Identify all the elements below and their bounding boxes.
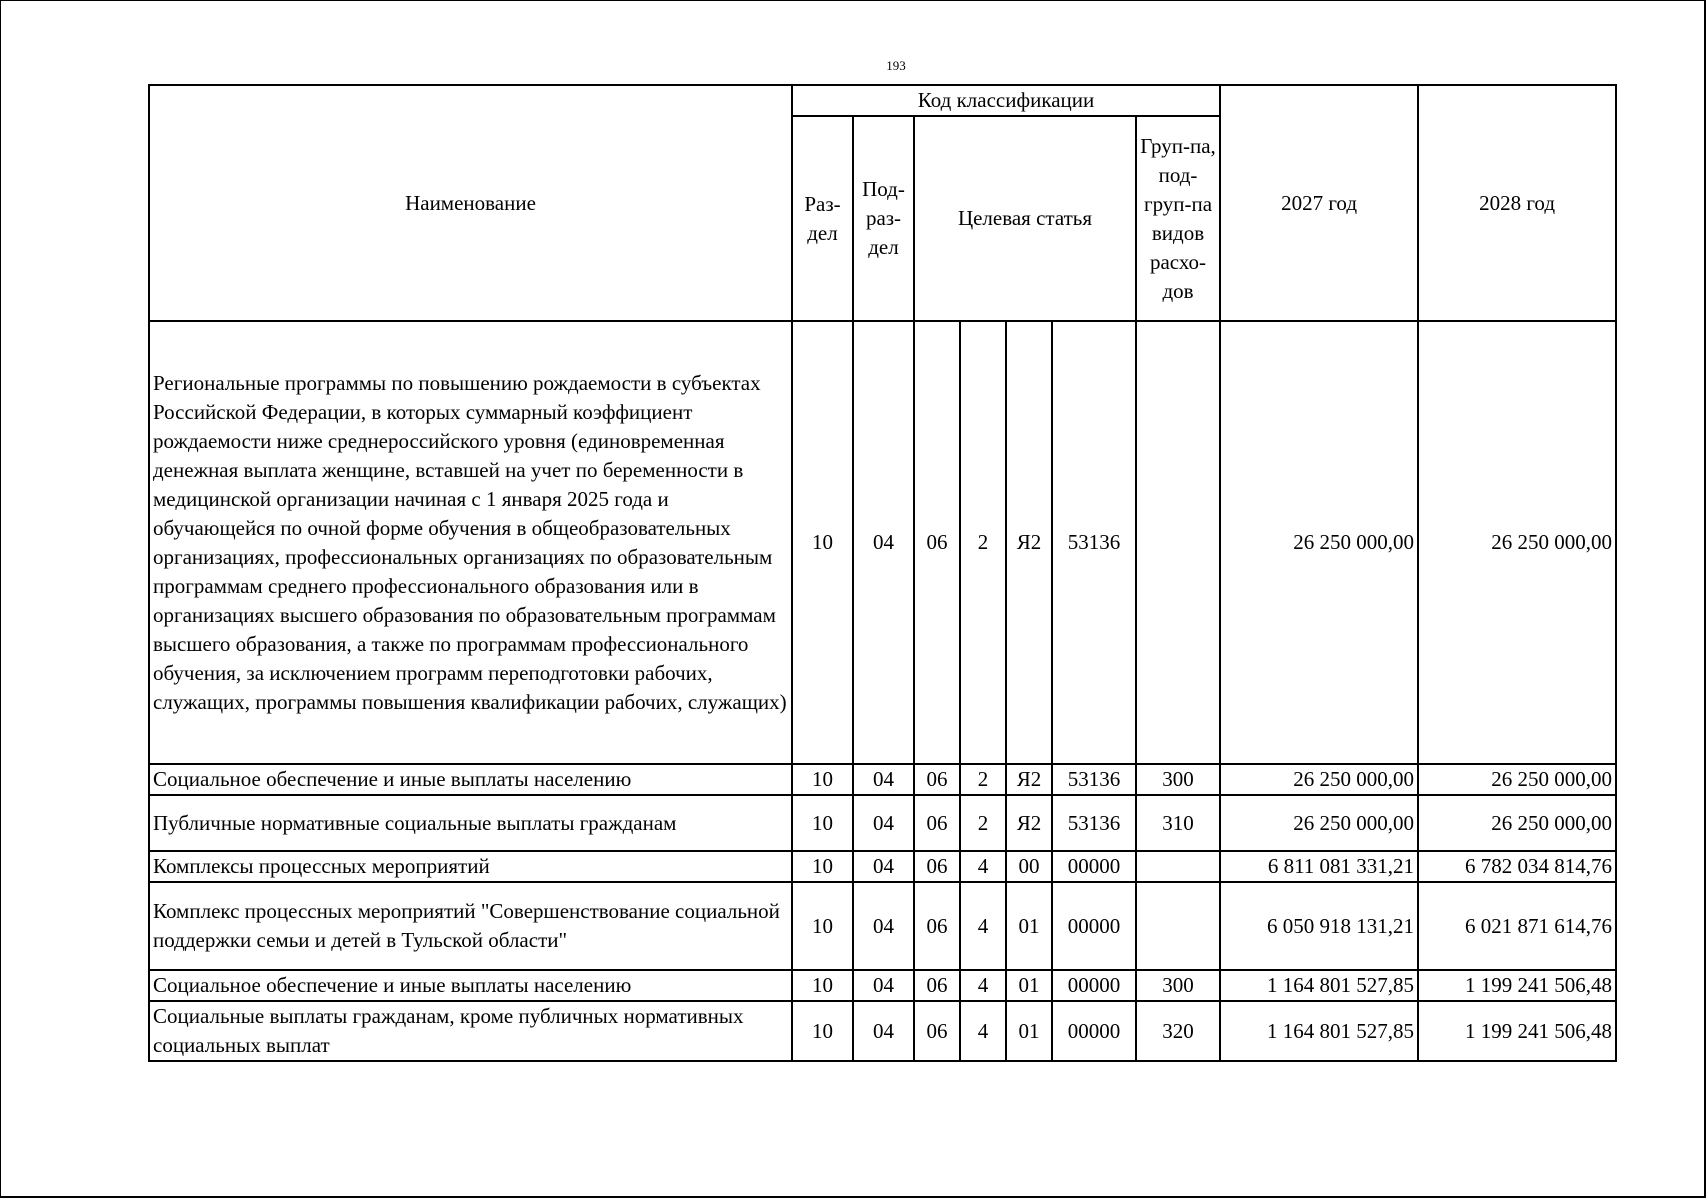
row-amount-2027: 26 250 000,00	[1220, 321, 1418, 764]
row-target-type: 4	[960, 1001, 1006, 1061]
budget-table	[148, 84, 1617, 1062]
header-name: Наименование	[149, 85, 792, 321]
table-row	[149, 882, 1616, 970]
row-target-type: 4	[960, 882, 1006, 970]
header-year-2028: 2028 год	[1418, 85, 1616, 321]
page-number: 193	[886, 58, 906, 73]
row-name: Публичные нормативные социальные выплаты гражданам	[149, 795, 792, 851]
header-classification: Код классификации	[792, 85, 1220, 116]
row-target-direction: 00000	[1052, 970, 1136, 1001]
row-target-project: 01	[1006, 970, 1052, 1001]
row-subsection: 04	[853, 882, 914, 970]
table-row	[149, 321, 1616, 764]
row-amount-2027: 1 164 801 527,85	[1220, 970, 1418, 1001]
row-target-program: 06	[914, 882, 960, 970]
row-name: Социальные выплаты гражданам, кроме публичных нормативных социальных выплат	[149, 1001, 792, 1061]
row-target-program: 06	[914, 764, 960, 795]
row-target-program: 06	[914, 1001, 960, 1061]
row-target-type: 2	[960, 321, 1006, 764]
row-target-direction: 53136	[1052, 764, 1136, 795]
row-target-program: 06	[914, 851, 960, 882]
row-subsection: 04	[853, 795, 914, 851]
row-target-program: 06	[914, 795, 960, 851]
row-amount-2028: 26 250 000,00	[1418, 764, 1616, 795]
row-amount-2027: 1 164 801 527,85	[1220, 1001, 1418, 1061]
row-amount-2027: 6 811 081 331,21	[1220, 851, 1418, 882]
row-target-program: 06	[914, 970, 960, 1001]
row-expense-group: 320	[1136, 1001, 1220, 1061]
row-name: Комплекс процессных мероприятий "Совершенствование социальной поддержки семьи и детей в Тульской области"	[149, 882, 792, 970]
row-subsection: 04	[853, 970, 914, 1001]
row-amount-2028: 1 199 241 506,48	[1418, 970, 1616, 1001]
row-target-direction: 00000	[1052, 1001, 1136, 1061]
header-target-article: Целевая статья	[914, 116, 1136, 321]
row-subsection: 04	[853, 321, 914, 764]
table-row	[149, 764, 1616, 795]
row-name: Социальное обеспечение и иные выплаты населению	[149, 970, 792, 1001]
row-target-type: 2	[960, 795, 1006, 851]
row-section: 10	[792, 321, 853, 764]
header-row-1	[149, 85, 1616, 116]
row-target-project: 01	[1006, 882, 1052, 970]
row-name: Комплексы процессных мероприятий	[149, 851, 792, 882]
row-target-type: 4	[960, 970, 1006, 1001]
row-section: 10	[792, 851, 853, 882]
row-subsection: 04	[853, 851, 914, 882]
row-amount-2028: 1 199 241 506,48	[1418, 1001, 1616, 1061]
row-target-project: Я2	[1006, 764, 1052, 795]
row-expense-group: 300	[1136, 764, 1220, 795]
row-amount-2027: 26 250 000,00	[1220, 764, 1418, 795]
row-target-direction: 00000	[1052, 882, 1136, 970]
header-section: Раз-дел	[792, 116, 853, 321]
row-expense-group: 300	[1136, 970, 1220, 1001]
row-amount-2028: 26 250 000,00	[1418, 795, 1616, 851]
table-row	[149, 970, 1616, 1001]
row-amount-2028: 26 250 000,00	[1418, 321, 1616, 764]
row-name: Региональные программы по повышению рождаемости в субъектах Российской Федерации, в которых суммарный коэффициент рождаемости ниже среднероссийского уровня (единовременная денежная выплата женщине, вставшей на учет по беременности в медицинской организации начиная с 1 января 2025 года и обучающейся по очной форме обучения в общеобразовательных организациях, профессиональных организациях по образовательным программам среднего профессионального образования или в организациях высшего образования по образовательным программам высшего образования, а также по программам профессионального обучения, за исключением программ переподготовки рабочих, служащих, программы повышения квалификации рабочих, служащих)	[149, 321, 792, 764]
row-expense-group	[1136, 882, 1220, 970]
row-name: Социальное обеспечение и иные выплаты населению	[149, 764, 792, 795]
row-subsection: 04	[853, 1001, 914, 1061]
row-target-project: 01	[1006, 1001, 1052, 1061]
header-year-2027: 2027 год	[1220, 85, 1418, 321]
row-expense-group: 310	[1136, 795, 1220, 851]
row-amount-2027: 26 250 000,00	[1220, 795, 1418, 851]
table-row	[149, 795, 1616, 851]
row-amount-2028: 6 782 034 814,76	[1418, 851, 1616, 882]
row-target-direction: 00000	[1052, 851, 1136, 882]
row-section: 10	[792, 882, 853, 970]
row-amount-2027: 6 050 918 131,21	[1220, 882, 1418, 970]
row-target-project: Я2	[1006, 795, 1052, 851]
row-target-direction: 53136	[1052, 321, 1136, 764]
table-row	[149, 851, 1616, 882]
row-target-program: 06	[914, 321, 960, 764]
header-subsection: Под-раз-дел	[853, 116, 914, 321]
row-target-type: 4	[960, 851, 1006, 882]
row-subsection: 04	[853, 764, 914, 795]
row-target-direction: 53136	[1052, 795, 1136, 851]
row-section: 10	[792, 795, 853, 851]
row-expense-group	[1136, 321, 1220, 764]
row-expense-group	[1136, 851, 1220, 882]
row-section: 10	[792, 1001, 853, 1061]
row-section: 10	[792, 970, 853, 1001]
row-target-type: 2	[960, 764, 1006, 795]
header-expense-group: Груп-па, под-груп-па видов расхо-дов	[1136, 116, 1220, 321]
row-amount-2028: 6 021 871 614,76	[1418, 882, 1616, 970]
row-target-project: 00	[1006, 851, 1052, 882]
row-target-project: Я2	[1006, 321, 1052, 764]
row-section: 10	[792, 764, 853, 795]
table-row	[149, 1001, 1616, 1061]
